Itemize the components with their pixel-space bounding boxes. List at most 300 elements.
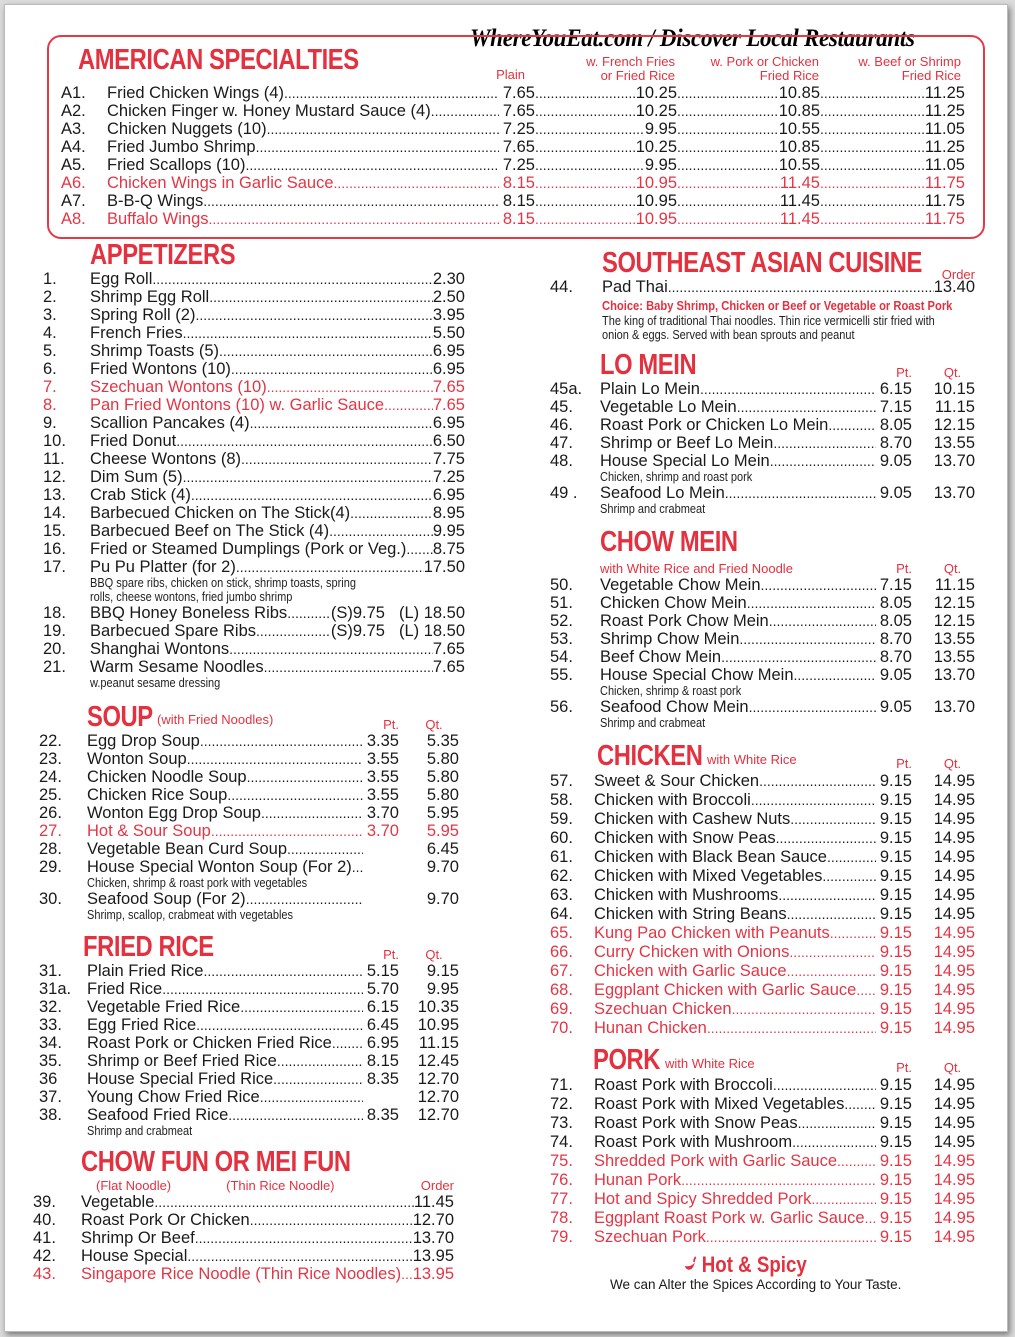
dot-leader [668, 278, 934, 296]
item-name-wrap [600, 648, 876, 666]
price-value: 11.75 [924, 174, 965, 192]
price-secondary [912, 905, 975, 923]
qt-label: Qt. [943, 756, 962, 771]
item-name: Barbecued Chicken on The Stick(4) [90, 504, 351, 522]
item-name-wrap [107, 156, 499, 174]
price-value: 12.15 [933, 594, 975, 612]
item-name: Eggplant Chicken with Garlic Sauce [594, 980, 857, 999]
item-number: 13. [43, 486, 66, 504]
price-secondary [535, 120, 677, 138]
price-secondary [912, 484, 975, 502]
dot-leader [195, 1229, 413, 1247]
price-primary [876, 1019, 912, 1037]
menu-item [550, 452, 975, 470]
item-name-wrap [87, 858, 363, 876]
item-name: Egg Fried Rice [87, 1016, 197, 1034]
price-value: 8.15 [502, 210, 535, 228]
dot-leader [211, 822, 363, 840]
dot-leader [798, 1114, 876, 1132]
item-number: 14. [43, 504, 66, 522]
dot-leader [406, 540, 432, 558]
price-primary [876, 666, 912, 684]
item-name-wrap [90, 432, 433, 450]
dot-leader [776, 829, 876, 847]
item-name: Hot and Spicy Shredded Pork [594, 1189, 812, 1208]
item-name: House Special Fried Rice [87, 1070, 274, 1088]
price-value: 7.65 [432, 378, 465, 396]
price-primary [363, 750, 399, 768]
dot-leader [261, 804, 363, 822]
dot-leader [277, 1052, 363, 1070]
dot-leader [789, 943, 876, 961]
item-name: Roast Pork Chow Mein [600, 612, 769, 630]
price-primary [363, 1016, 399, 1034]
item-number: 54. [550, 648, 573, 666]
menu-item [43, 604, 465, 622]
pt-label: Pt. [896, 756, 912, 771]
price-value: 7.25 [502, 156, 535, 174]
dot-leader [236, 558, 424, 576]
price-secondary [912, 630, 975, 648]
dot-leader [535, 210, 636, 228]
price-primary [876, 612, 912, 630]
chow-fun-section [33, 1146, 454, 1283]
price-value: 9.15 [879, 1170, 912, 1189]
price-primary [331, 622, 385, 640]
price-value: 12.70 [412, 1211, 454, 1229]
item-name-wrap [594, 867, 876, 885]
menu-item [39, 962, 459, 980]
price-primary [499, 120, 535, 138]
item-name: Warm Sesame Noodles [90, 658, 264, 676]
item-name-wrap [594, 1190, 876, 1208]
item-name-wrap [600, 630, 876, 648]
item-name: Fried Rice [87, 980, 163, 998]
price-primary [499, 156, 535, 174]
item-name-wrap [90, 504, 433, 522]
item-name: Egg Roll [90, 270, 153, 288]
price-secondary [912, 612, 975, 630]
price-value: 11.15 [418, 1034, 459, 1052]
item-name-wrap [107, 84, 499, 102]
price-value: 13.70 [933, 484, 975, 502]
price-value: 5.35 [426, 732, 459, 750]
dot-leader [844, 1095, 876, 1113]
menu-item [61, 174, 965, 192]
item-number: 69. [550, 999, 573, 1018]
item-name-wrap [87, 804, 363, 822]
item-name-wrap [90, 522, 433, 540]
price-primary [876, 1133, 912, 1151]
price-secondary [912, 981, 975, 999]
price-primary [876, 924, 912, 942]
item-name: Szechuan Chicken [594, 999, 732, 1018]
item-number: 29. [39, 858, 62, 876]
price-primary [433, 360, 465, 378]
item-number: 31a. [39, 980, 72, 998]
menu-item [61, 84, 965, 102]
item-name: Chicken with Garlic Sauce [594, 961, 787, 980]
price-value: 9.15 [879, 1113, 912, 1132]
price-value: 3.55 [366, 786, 399, 804]
item-name: Young Chow Fried Rice [87, 1088, 260, 1106]
dot-leader [721, 648, 876, 666]
item-name: Szechuan Wontons (10) [90, 378, 267, 396]
item-number: 28. [39, 840, 62, 858]
section-title: SOUTHEAST ASIAN CUISINE [602, 247, 923, 279]
watermark: WhereYouEat.com / Discover Local Restaurants [470, 25, 915, 52]
price-value: 9.95 [426, 980, 459, 998]
price-value: 8.70 [879, 630, 912, 648]
southeast-asian-section [550, 248, 975, 342]
menu-item [33, 1229, 454, 1247]
item-number: 67. [550, 961, 573, 980]
price-primary [363, 962, 399, 980]
menu-item [43, 342, 465, 360]
price-primary [876, 981, 912, 999]
item-number: 45. [550, 398, 573, 416]
dot-leader [191, 486, 433, 504]
menu-item [550, 630, 975, 648]
item-name: Vegetable Chow Mein [600, 576, 761, 594]
price-primary [363, 1034, 399, 1052]
item-number: 77. [550, 1189, 573, 1208]
item-name-wrap [107, 192, 499, 210]
price-secondary [535, 102, 677, 120]
dot-leader [250, 414, 433, 432]
item-name-wrap [87, 840, 363, 858]
item-name-wrap [87, 1106, 363, 1124]
item-note: Chicken, shrimp and roast pork [600, 470, 753, 484]
item-name: Chicken with Mushrooms [594, 885, 779, 904]
pork-section [550, 1045, 975, 1246]
item-number: 8. [43, 396, 57, 414]
price-value: 10.85 [778, 138, 820, 156]
item-number: 21. [43, 658, 66, 676]
item-number: 24. [39, 768, 62, 786]
menu-item [550, 380, 975, 398]
item-number: 37. [39, 1088, 62, 1106]
price-value: 14.95 [933, 809, 975, 828]
dot-leader [820, 156, 925, 174]
pt-label: Pt. [383, 947, 399, 962]
item-name: Fried Chicken Wings (4) [107, 84, 284, 102]
dot-leader [759, 772, 876, 790]
dot-leader [769, 612, 876, 630]
price-primary [876, 630, 912, 648]
item-name-wrap [594, 1076, 876, 1094]
price-primary [876, 416, 912, 434]
dot-leader [828, 416, 876, 434]
item-number: A8. [61, 210, 86, 228]
fried-rice-section [39, 932, 459, 1138]
price-value: 9.15 [879, 771, 912, 790]
price-value: 3.35 [366, 732, 399, 750]
item-name: Vegetable [81, 1193, 155, 1211]
item-number: 50. [550, 576, 573, 594]
menu-item [43, 306, 465, 324]
item-number: 41. [33, 1229, 56, 1247]
dot-leader [677, 138, 779, 156]
price-primary [876, 452, 912, 470]
price-value: 10.15 [933, 380, 975, 398]
price-secondary [399, 858, 459, 876]
menu-item [43, 360, 465, 378]
price-value: 14.95 [933, 1113, 975, 1132]
item-name: Chicken with Snow Peas [594, 828, 776, 847]
price-value: 8.15 [502, 192, 535, 210]
price-secondary [535, 138, 677, 156]
item-number: 36 [39, 1070, 58, 1088]
item-name: Barbecued Beef on The Stick (4) [90, 522, 330, 540]
menu-item [43, 486, 465, 504]
item-name-wrap [90, 486, 433, 504]
dot-leader [229, 640, 433, 658]
menu-page [4, 4, 1008, 1332]
menu-item [43, 288, 465, 306]
price-value: 6.50 [432, 432, 465, 450]
item-name-wrap [594, 810, 876, 828]
item-name-wrap [594, 772, 876, 790]
item-number: 59. [550, 809, 573, 828]
price-secondary [399, 786, 459, 804]
price-value: 9.15 [879, 847, 912, 866]
item-name: Kung Pao Chicken with Peanuts [594, 923, 830, 942]
price-value: 10.35 [417, 998, 459, 1016]
price-secondary [912, 648, 975, 666]
price-value: 9.15 [879, 790, 912, 809]
price-value: 7.65 [502, 84, 535, 102]
item-name-wrap [594, 1209, 876, 1227]
item-number: 10. [43, 432, 66, 450]
price-value: 10.55 [778, 156, 820, 174]
item-name-wrap [594, 1133, 876, 1151]
price-secondary [912, 886, 975, 904]
dot-leader [203, 192, 499, 210]
dot-leader [751, 791, 876, 809]
item-number: 70. [550, 1018, 573, 1037]
price-primary [363, 804, 399, 822]
item-number: 25. [39, 786, 62, 804]
price-secondary [820, 174, 965, 192]
dot-leader [830, 924, 876, 942]
price-secondary [912, 1228, 975, 1246]
spice-tagline: We can Alter the Spices According to Your Taste. [610, 1277, 902, 1292]
price-value: 14.95 [933, 1170, 975, 1189]
dot-leader [706, 1228, 876, 1246]
price-value: 9.15 [879, 923, 912, 942]
price-primary [876, 484, 912, 502]
price-secondary [399, 604, 465, 622]
price-value: 6.15 [366, 998, 399, 1016]
item-name-wrap [90, 540, 433, 558]
price-primary [876, 772, 912, 790]
section-subtitle: (with Fried Noodles) [157, 712, 274, 727]
item-number: 35. [39, 1052, 62, 1070]
dot-leader [827, 848, 876, 866]
price-value: 9.95 [432, 522, 465, 540]
dot-leader [749, 698, 876, 716]
item-name: Dim Sum (5) [90, 468, 183, 486]
price-secondary [399, 768, 459, 786]
item-name-wrap [594, 1095, 876, 1113]
dot-leader [183, 324, 433, 342]
price-secondary [399, 822, 459, 840]
price-value: 17.50 [423, 558, 465, 576]
item-name: Roast Pork with Broccoli [594, 1075, 773, 1094]
item-number: A1. [61, 84, 86, 102]
price-value: 9.95 [644, 120, 677, 138]
price-primary [433, 414, 465, 432]
dot-leader [350, 504, 433, 522]
item-number: 39. [33, 1193, 56, 1211]
price-value: 14.95 [933, 847, 975, 866]
price-secondary [912, 666, 975, 684]
dot-leader [431, 102, 499, 120]
dot-leader [820, 210, 925, 228]
item-number: 27. [39, 822, 62, 840]
menu-item [43, 396, 465, 414]
dot-leader [787, 962, 876, 980]
item-name: Chicken Chow Mein [600, 594, 747, 612]
item-number: 64. [550, 904, 573, 923]
price-secondary [399, 890, 459, 908]
item-name: Shrimp or Beef Fried Rice [87, 1052, 277, 1070]
price-value: 6.45 [426, 840, 459, 858]
section-title: PORK [593, 1044, 661, 1076]
dot-leader [332, 1034, 363, 1052]
order-label: Order [941, 267, 975, 282]
price-value: 8.35 [366, 1070, 399, 1088]
price-value: 13.95 [412, 1265, 454, 1283]
item-number: 76. [550, 1170, 573, 1189]
dot-leader [200, 732, 363, 750]
item-name-wrap [87, 1016, 363, 1034]
dot-leader [228, 1106, 363, 1124]
price-value: 7.15 [879, 576, 912, 594]
menu-item [39, 1088, 459, 1106]
item-note: BBQ spare ribs, chicken on stick, shrimp toasts, spring rolls, cheese wontons, fried jumbo shrimp [90, 576, 356, 604]
dot-leader [187, 750, 363, 768]
price-secondary [820, 84, 965, 102]
price-primary [876, 791, 912, 809]
item-number: A4. [61, 138, 86, 156]
dot-leader [792, 1133, 876, 1151]
item-number: 38. [39, 1106, 62, 1124]
price-secondary [677, 174, 820, 192]
item-number: 23. [39, 750, 62, 768]
menu-item [43, 324, 465, 342]
price-secondary [912, 416, 975, 434]
item-name: Buffalo Wings [107, 210, 209, 228]
price-value: 13.70 [933, 698, 975, 716]
section-title: CHOW MEIN [600, 526, 738, 558]
price-secondary [535, 210, 677, 228]
item-name: Singapore Rice Noodle (Thin Rice Noodles) [81, 1265, 402, 1283]
price-secondary [677, 138, 820, 156]
menu-item [550, 612, 975, 630]
price-primary [433, 522, 465, 540]
price-value: 9.15 [879, 1094, 912, 1113]
item-number: 62. [550, 866, 573, 885]
menu-item [550, 999, 975, 1018]
item-number: 32. [39, 998, 62, 1016]
price-value: 9.15 [879, 1208, 912, 1227]
dot-leader [219, 342, 433, 360]
item-name-wrap [90, 450, 433, 468]
item-number: 16. [43, 540, 66, 558]
item-name-wrap [87, 1070, 363, 1088]
col-plain: Plain [496, 67, 525, 82]
price-secondary [399, 962, 459, 980]
dot-leader [196, 1016, 363, 1034]
price-value: 14.95 [933, 1018, 975, 1037]
item-number: 74. [550, 1132, 573, 1151]
price-value: 9.15 [879, 904, 912, 923]
dot-leader [822, 867, 876, 885]
price-primary [363, 980, 399, 998]
dot-leader [195, 306, 432, 324]
item-name-wrap [90, 360, 433, 378]
menu-item [550, 1227, 975, 1246]
menu-item [550, 398, 975, 416]
price-value: 13.55 [933, 434, 975, 452]
price-value: 12.70 [417, 1088, 459, 1106]
dot-leader [535, 138, 636, 156]
dot-leader [209, 288, 433, 306]
item-note: Shrimp, scallop, crabmeat with vegetables [87, 908, 294, 922]
dot-leader [707, 1019, 876, 1037]
item-number: 61. [550, 847, 573, 866]
price-secondary [535, 84, 677, 102]
dot-leader [154, 1193, 414, 1211]
price-value: 13.70 [933, 666, 975, 684]
price-primary [876, 434, 912, 452]
dot-leader [264, 658, 433, 676]
dot-leader [790, 810, 876, 828]
item-number: 11. [43, 450, 65, 468]
section-title: SOUP [87, 701, 153, 733]
item-note: Shrimp and crabmeat [600, 502, 706, 516]
dot-leader [334, 174, 499, 192]
price-primary [424, 558, 465, 576]
menu-item [550, 771, 975, 790]
menu-item [43, 522, 465, 540]
item-name: French Fries [90, 324, 183, 342]
item-name: Chicken Noodle Soup [87, 768, 247, 786]
menu-item [550, 484, 975, 502]
item-name-wrap [90, 622, 331, 640]
item-name: Chicken Finger w. Honey Mustard Sauce (4) [107, 102, 431, 120]
dot-leader [677, 84, 779, 102]
price-value: 5.95 [426, 822, 459, 840]
item-name-wrap [594, 1152, 876, 1170]
section-title: CHOW FUN OR MEI FUN [81, 1146, 351, 1178]
col-french-fries: w. French Fries or Fried Rice [586, 54, 675, 83]
dot-leader [535, 192, 636, 210]
item-number: 33. [39, 1016, 62, 1034]
price-primary [363, 1106, 399, 1124]
item-note: w.peanut sesame dressing [90, 676, 221, 690]
menu-item [550, 942, 975, 961]
item-name: BBQ Honey Boneless Ribs [90, 604, 288, 622]
dot-leader [681, 1171, 876, 1189]
price-value: 7.25 [432, 468, 465, 486]
price-value: 9.70 [426, 858, 459, 876]
item-name: Fried Donut [90, 432, 177, 450]
item-name: Roast Pork with Mushroom [594, 1132, 793, 1151]
item-name: Chicken Nuggets (10) [107, 120, 267, 138]
